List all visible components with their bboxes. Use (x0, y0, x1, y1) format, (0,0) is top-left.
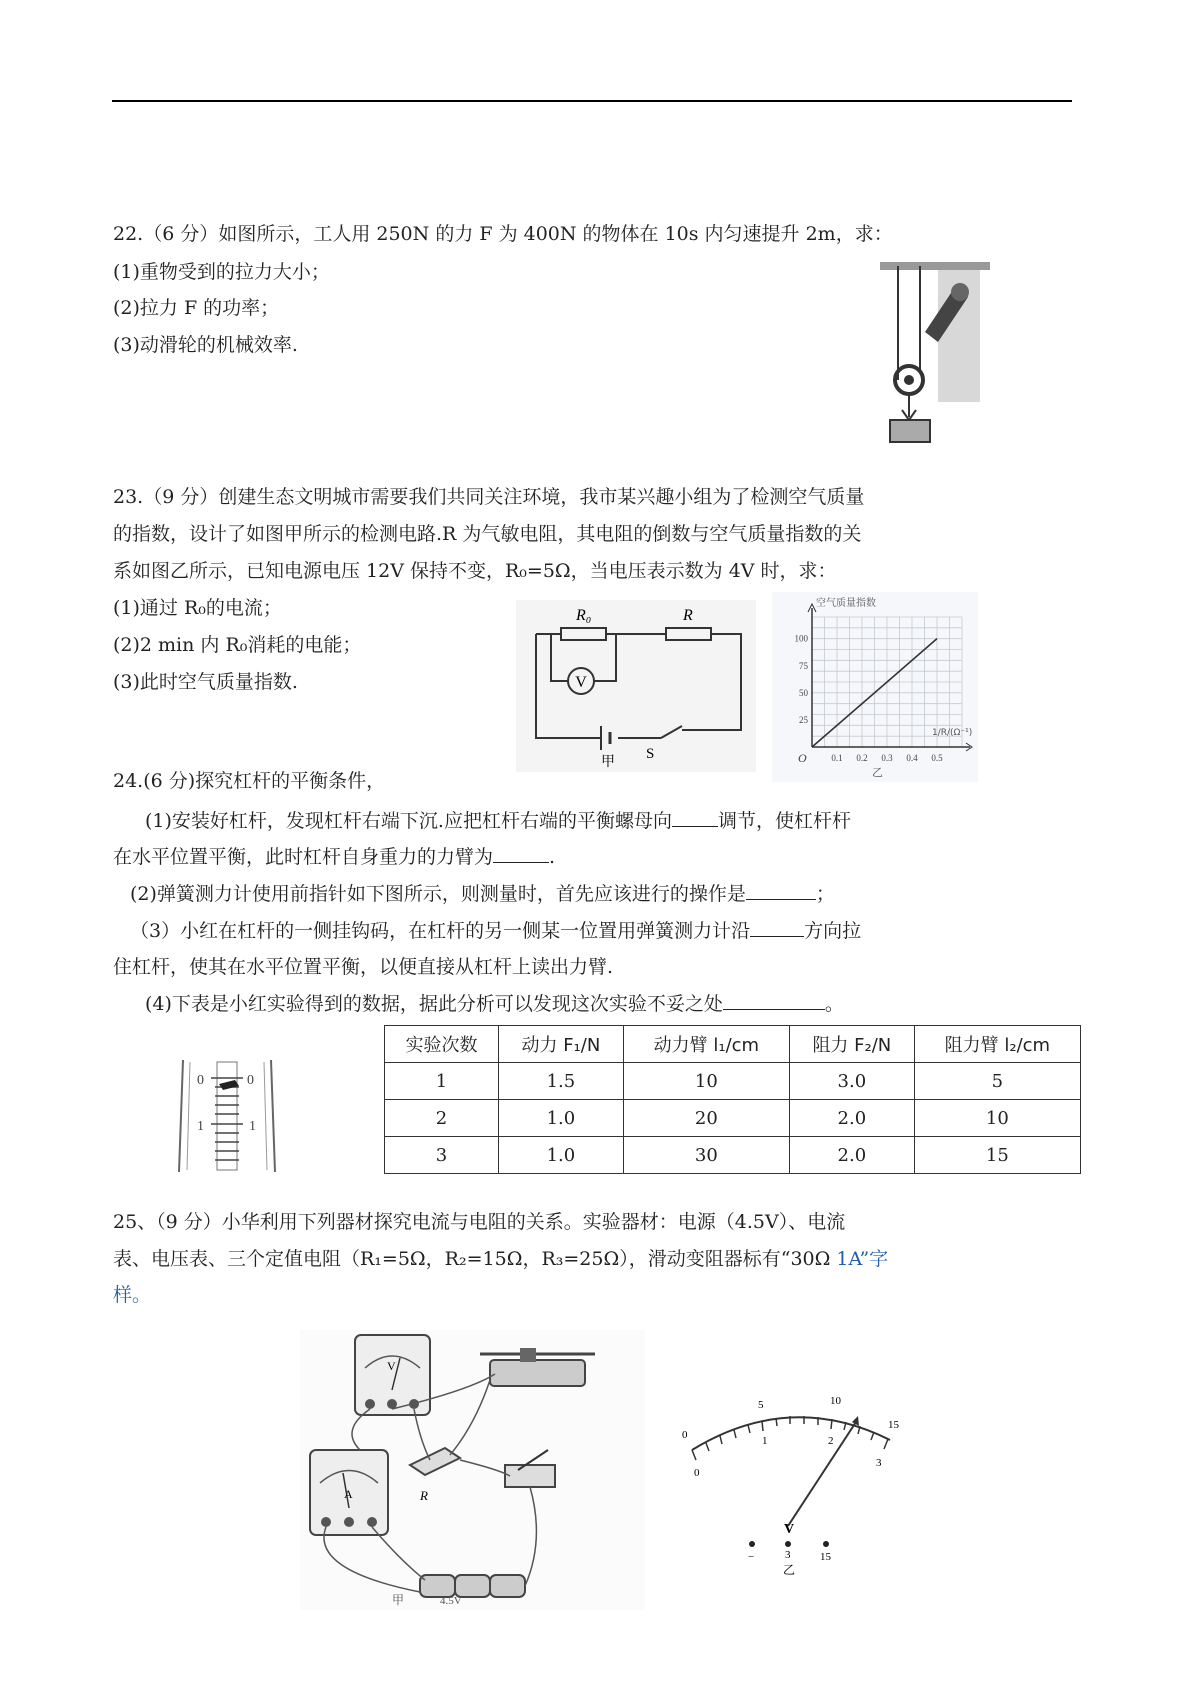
q22-part2: (2)拉力 F 的功率； (113, 297, 280, 319)
r0-label: R₀ (576, 607, 592, 624)
top-rule (112, 100, 1072, 102)
circuit-diagram-jia (516, 600, 756, 772)
ammeter-label: A (344, 1487, 353, 1501)
q25-stem-1: 25、（9 分）小华利用下列器材探究电流与电阻的关系。实验器材：电源（4.5V）、电流 (113, 1211, 846, 1233)
table-header: 实验次数 (385, 1026, 499, 1063)
y-tick-label: 100 (794, 633, 808, 644)
table-cell: 1.0 (499, 1137, 624, 1174)
yi-caption: 乙 (783, 1563, 796, 1577)
jia-label: 甲 (601, 754, 615, 770)
terminal-15: 15 (820, 1551, 831, 1563)
scale-one-right: 1 (249, 1119, 256, 1134)
table-cell: 20 (623, 1100, 789, 1137)
dial-inner-0: 0 (694, 1467, 700, 1479)
q24-part3-line2: 住杠杆，使其在水平位置平衡，以便直接从杠杆上读出力臂. (113, 956, 614, 978)
x-tick-label: 0.5 (931, 753, 943, 763)
pulley-figure (880, 262, 990, 447)
q24-part1-line2: 在水平位置平衡，此时杠杆自身重力的力臂为 . (113, 846, 556, 868)
x-tick-label: 0.1 (831, 753, 843, 763)
q23-part3: (3)此时空气质量指数. (113, 671, 298, 693)
dial-inner-2: 2 (828, 1435, 834, 1447)
voltmeter-label: V (575, 674, 587, 691)
dial-outer-15: 15 (888, 1419, 899, 1431)
voltmeter-dial-yi (680, 1378, 915, 1578)
table-header: 阻力臂 l₂/cm (914, 1026, 1080, 1063)
table-cell: 10 (623, 1063, 789, 1100)
q23-part1: (1)通过 R₀的电流； (113, 597, 282, 619)
battery-label: 4.5V (440, 1595, 462, 1607)
scale-one-left: 1 (197, 1119, 204, 1134)
q23-stem-3: 系如图乙所示，已知电源电压 12V 保持不变，R₀=5Ω，当电压表示数为 4V 时，求： (113, 560, 837, 582)
switch-label: S (646, 746, 655, 762)
table-cell: 2 (385, 1100, 499, 1137)
terminal-3: 3 (785, 1549, 791, 1561)
q23-stem-2: 的指数，设计了如图甲所示的检测电路.R 为气敏电阻，其电阻的倒数与空气质量指数的关 (113, 523, 862, 545)
table-cell: 1.5 (499, 1063, 624, 1100)
q22-part1: (1)重物受到的拉力大小； (113, 261, 330, 283)
x-tick-label: 0.2 (856, 753, 868, 763)
q23-stem-1: 23.（9 分）创建生态文明城市需要我们共同关注环境，我市某兴趣小组为了检测空气质量 (113, 486, 865, 508)
q22-part3: (3)动滑轮的机械效率. (113, 334, 298, 356)
scale-zero-left: 0 (197, 1073, 204, 1088)
table-header: 动力臂 l₁/cm (623, 1026, 789, 1063)
chart-origin: O (798, 751, 807, 765)
dial-inner-3: 3 (876, 1457, 882, 1469)
q24-part3-line1: （3）小红在杠杆的一侧挂钩码，在杠杆的另一侧某一位置用弹簧测力计沿 方向拉 (130, 920, 862, 942)
table-cell: 2.0 (790, 1100, 915, 1137)
jia-label: 甲 (392, 1593, 405, 1607)
dial-inner-1: 1 (762, 1435, 768, 1447)
x-tick-label: 0.4 (906, 753, 918, 763)
table-row (385, 1100, 1081, 1137)
answer-blank-1[interactable] (672, 808, 718, 827)
y-tick-label: 25 (799, 714, 808, 725)
voltmeter-label: V (387, 1359, 396, 1373)
q22-stem: 22.（6 分）如图所示，工人用 250N 的力 F 为 400N 的物体在 10s 内匀速提升 2m，求： (113, 223, 893, 245)
resistor-label: R (420, 1488, 428, 1503)
y-tick-label: 75 (799, 660, 808, 671)
dial-outer-10: 10 (830, 1395, 841, 1407)
q23-part2: (2)2 min 内 R₀消耗的电能； (113, 634, 362, 656)
dial-unit: V (784, 1522, 795, 1537)
table-cell: 15 (914, 1137, 1080, 1174)
table-cell: 10 (914, 1100, 1080, 1137)
terminal-minus: − (748, 1551, 755, 1563)
chart-title: 空气质量指数 (816, 598, 876, 609)
table-cell: 30 (623, 1137, 789, 1174)
dial-outer-0: 0 (682, 1429, 688, 1441)
table-row (385, 1137, 1081, 1174)
y-tick-label: 50 (799, 687, 808, 698)
dial-outer-5: 5 (758, 1399, 764, 1411)
q24-part2: (2)弹簧测力计使用前指针如下图所示，则测量时，首先应该进行的操作是 ； (130, 883, 835, 905)
chart-xlabel: 1/R/(Ω⁻¹) (932, 728, 973, 738)
q25-stem-2: 表、电压表、三个定值电阻（R₁=5Ω，R₂=15Ω，R₃=25Ω），滑动变阻器标有“30Ω 1A”字 (113, 1248, 889, 1270)
answer-blank-5[interactable] (723, 991, 825, 1010)
table-cell: 2.0 (790, 1137, 915, 1174)
x-tick-label: 0.3 (881, 753, 893, 763)
table-cell: 1.0 (499, 1100, 624, 1137)
needle-icon (788, 1422, 856, 1526)
r-label: R (683, 607, 693, 624)
apparatus-figure-jia (300, 1330, 645, 1610)
answer-blank-2[interactable] (493, 844, 549, 863)
answer-blank-4[interactable] (750, 918, 804, 937)
table-cell: 1 (385, 1063, 499, 1100)
air-quality-chart (772, 592, 978, 782)
table-cell: 5 (914, 1063, 1080, 1100)
q24-part4: (4)下表是小红实验得到的数据，据此分析可以发现这次实验不妥之处 。 (145, 993, 844, 1015)
table-row (385, 1063, 1081, 1100)
table-header: 阻力 F₂/N (790, 1026, 915, 1063)
q24-part1-line1: (1)安装好杠杆，发现杠杆右端下沉.应把杠杆右端的平衡螺母向 调节，使杠杆杆 (145, 810, 851, 832)
table-cell: 3 (385, 1137, 499, 1174)
q24-stem: 24.(6 分)探究杠杆的平衡条件， (113, 770, 386, 792)
spring-scale-figure (175, 1056, 279, 1176)
scale-zero-right: 0 (247, 1073, 254, 1088)
experiment-data-table (384, 1025, 1081, 1174)
q25-stem-3: 样。 (113, 1284, 152, 1306)
table-header: 动力 F₁/N (499, 1026, 624, 1063)
table-cell: 3.0 (790, 1063, 915, 1100)
answer-blank-3[interactable] (746, 881, 816, 900)
table-header-row (385, 1026, 1081, 1063)
chart-caption: 乙 (872, 766, 883, 779)
